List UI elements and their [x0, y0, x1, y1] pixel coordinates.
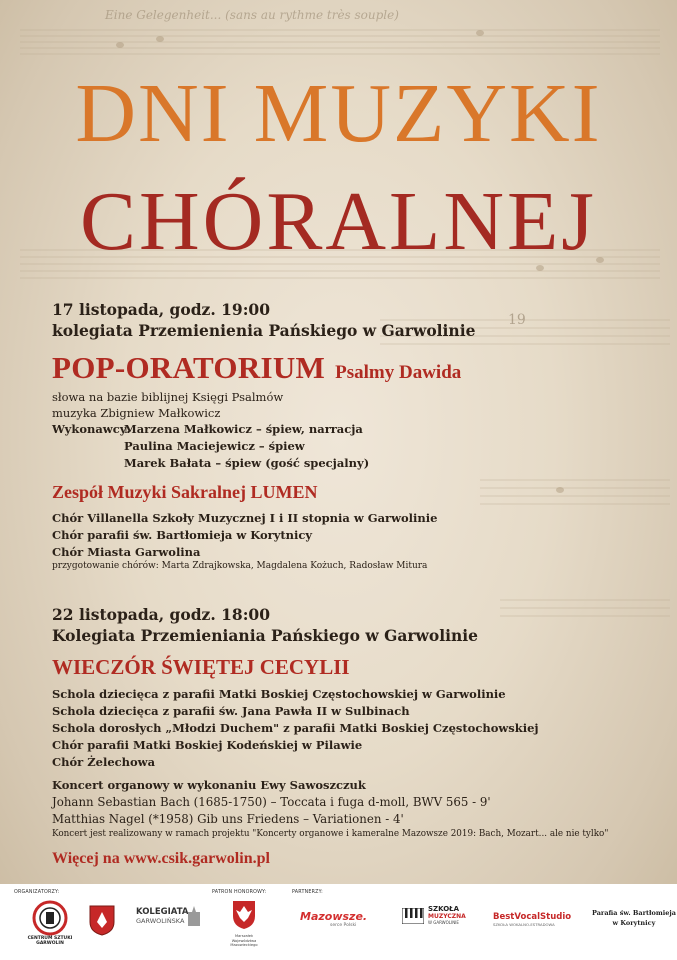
title-line-1: DNI MUZYKI	[75, 67, 602, 160]
schola-3: Schola dorosłych „Młodzi Duchem" z parafii Matki Boskiej Częstochowskiej	[52, 721, 539, 735]
schola-1: Schola dziecięca z parafii Matki Boskiej Częstochowskiej w Garwolinie	[52, 687, 506, 701]
event1-heading	[52, 350, 461, 386]
schola-2: Schola dziecięca z parafii św. Jana Pawła II w Sulbinach	[52, 704, 410, 718]
choir-preparation: przygotowanie chórów: Marta Zdrajkowska, Magdalena Kożuch, Radosław Mitura	[52, 561, 428, 571]
event1-venue: kolegiata Przemienienia Pańskiego w Garwolinie	[52, 321, 476, 340]
title-line-2: CHÓRALNEJ	[79, 175, 597, 268]
performer-1: Marzena Małkowicz – śpiew, narracja	[124, 422, 363, 436]
organizers-label: ORGANIZATORZY:	[14, 890, 60, 895]
parafia-logo	[592, 908, 676, 928]
choir-zelechow: Chór Żelechowa	[52, 755, 156, 769]
bar-number: 19	[508, 312, 526, 328]
music-school-logo	[402, 905, 466, 928]
best-vocal-studio-logo	[493, 912, 571, 927]
mazovia-eagle-icon	[232, 900, 256, 930]
choir-2: Chór parafii św. Bartłomieja w Korytnicy	[52, 528, 313, 542]
event2-venue: Kolegiata Przemieniania Pańskiego w Garwolinie	[52, 626, 479, 645]
performer-3: Marek Bałata – śpiew (gość specjalny)	[124, 456, 370, 470]
event2-name: WIECZÓR ŚWIĘTEJ CECYLII	[52, 655, 350, 679]
event1-name: POP-ORATORIUM	[52, 350, 326, 385]
organ-concert: Koncert organowy w wykonaniu Ewy Sawoszczuk	[52, 778, 366, 792]
parafia-line-1: Parafia św. Bartłomieja	[592, 909, 676, 917]
patron-caption: Marszałek Województwa Mazowieckiego	[230, 934, 258, 947]
event1-lyrics: słowa na bazie biblijnej Księgi Psalmów	[52, 390, 284, 404]
mazowsze-logo	[300, 910, 367, 928]
kolegiata-line-2: GARWOLIŃSKA	[136, 917, 185, 925]
event1-music: muzyka Zbigniew Małkowicz	[52, 406, 221, 420]
project-note: Koncert jest realizowany w ramach projektu "Koncerty organowe i kameralne Mazowsze 2019: Bach, Mozart... ale nie tylko"	[52, 829, 609, 839]
website-link[interactable]: Więcej na www.csik.garwolin.pl	[52, 850, 270, 867]
event1-subtitle: Psalmy Dawida	[335, 362, 462, 383]
patron-logo	[224, 900, 264, 948]
piano-keys-icon	[402, 908, 424, 924]
ensemble-name: Zespół Muzyki Sakralnej LUMEN	[52, 482, 318, 502]
bvs-text: BestVocalStudio	[493, 912, 572, 922]
performers-label: Wykonawcy:	[52, 422, 131, 436]
school-line-3: W GARWOLINIE	[428, 920, 459, 925]
score-annotation: Eine Gelegenheit... (sans au rythme très souple)	[105, 8, 399, 22]
garwolin-coat-of-arms	[88, 904, 116, 940]
mazowsze-sub: serce Polski	[330, 923, 357, 928]
csik-logo	[27, 898, 73, 946]
kolegiata-logo	[136, 908, 188, 925]
partners-label: PARTNERZY:	[292, 890, 323, 895]
patron-label: PATRON HONOROWY:	[212, 890, 267, 895]
piece-1: Johann Sebastian Bach (1685-1750) – Toccata i fuga d-moll, BWV 565 - 9'	[52, 795, 491, 809]
choir-3: Chór Miasta Garwolina	[52, 545, 201, 559]
piece-2: Matthias Nagel (*1958) Gib uns Friedens – Variationen - 4'	[52, 812, 404, 826]
choir-pilawa: Chór parafii Matki Boskiej Kodeńskiej w Pilawie	[52, 738, 363, 752]
kolegiata-line-1: KOLEGIATA	[136, 907, 189, 917]
event2-date: 22 listopada, godz. 18:00	[52, 605, 270, 624]
school-line-2: MUZYCZNA	[428, 913, 466, 920]
church-icon	[186, 906, 202, 926]
mazowsze-text: Mazowsze.	[300, 910, 368, 923]
choir-1: Chór Villanella Szkoły Muzycznej I i II stopnia w Garwolinie	[52, 511, 438, 525]
parafia-line-2: w Korytnicy	[612, 919, 656, 927]
performer-2: Paulina Maciejewicz – śpiew	[124, 439, 305, 453]
school-line-1: SZKOŁA	[428, 905, 460, 913]
bvs-sub: SZKOŁA WOKALNO-ESTRADOWA	[493, 922, 555, 927]
sponsor-footer	[0, 884, 677, 960]
event1-date: 17 listopada, godz. 19:00	[52, 300, 270, 319]
garwolin-shield-icon	[88, 904, 116, 936]
csik-text: CENTRUM SZTUKI GARWOLIN	[27, 936, 73, 946]
